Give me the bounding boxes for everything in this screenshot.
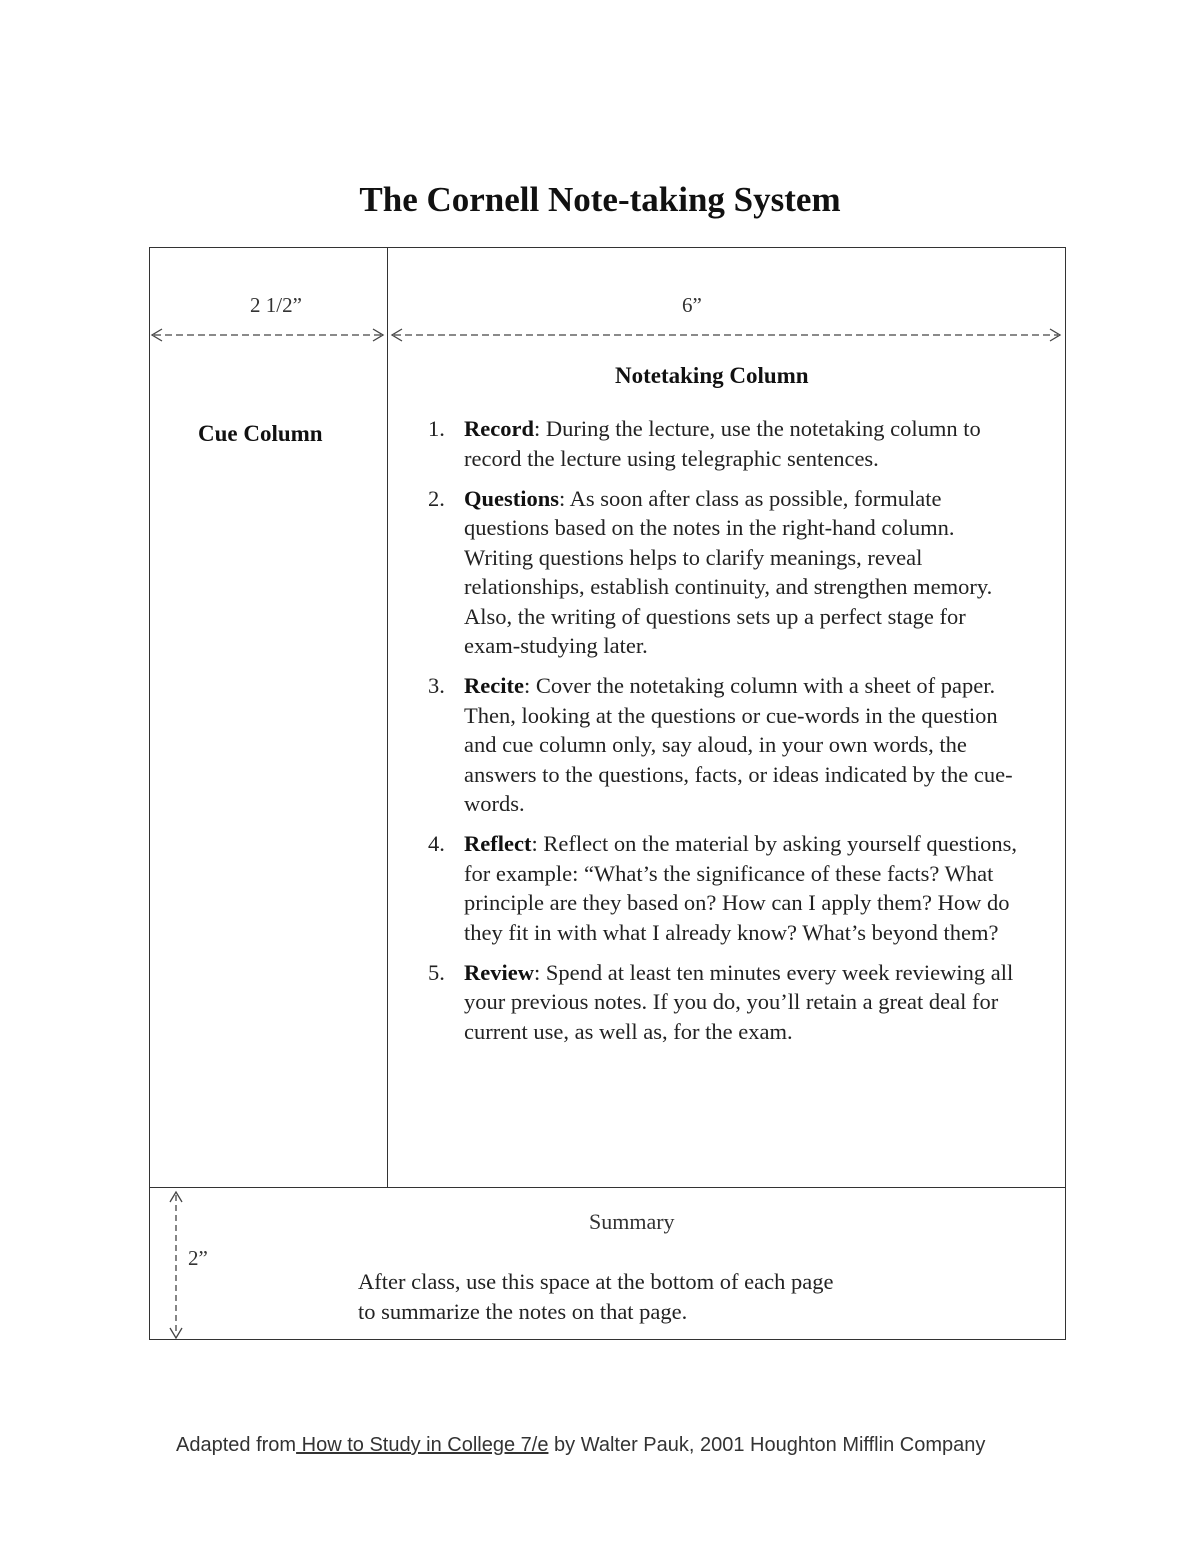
step-term: Questions xyxy=(464,485,560,511)
summary-text xyxy=(358,1267,958,1327)
step-term: Reflect xyxy=(464,831,532,856)
step-number: 3. xyxy=(428,673,445,698)
step-record xyxy=(425,414,1025,473)
credit-book-title: How to Study in College 7/e xyxy=(296,1434,549,1456)
step-text: : As soon after class as possible, formulate questions based on the notes in the right-hand column. Writing questions helps to clarify meanings, reveal relationships, establish continuity, and strengthen memory. Also, the writing of questions sets up a perfect stage for exam-studying later. xyxy=(464,485,993,658)
summary-heading: Summary xyxy=(589,1209,675,1234)
summary-line: to summarize the notes on that page. xyxy=(358,1299,688,1324)
cue-column-heading: Cue Column xyxy=(198,421,323,446)
step-text: : Cover the notetaking column with a sheet of paper. Then, looking at the questions or cue-words in the question and cue column only, say aloud, in your own words, the answers to the questions, facts, or ideas indicated by the cue-words. xyxy=(464,673,1013,816)
step-term: Review xyxy=(464,959,534,985)
step-recite xyxy=(425,671,1025,819)
step-questions xyxy=(425,484,1025,661)
step-term: Recite xyxy=(464,673,524,698)
notes-width-label: 6” xyxy=(682,293,702,317)
cue-width-label: 2 1/2” xyxy=(250,293,302,317)
credit-suffix: by Walter Pauk, 2001 Houghton Mifflin Company xyxy=(548,1434,986,1456)
step-review xyxy=(425,958,1025,1047)
step-reflect xyxy=(425,829,1025,947)
step-text: : During the lecture, use the notetaking column to record the lecture using telegraphic sentences. xyxy=(464,416,981,471)
page-title: The Cornell Note-taking System xyxy=(359,180,841,219)
credit-prefix: Adapted from xyxy=(176,1434,297,1456)
step-term: Record xyxy=(464,416,534,441)
source-credit xyxy=(176,1433,996,1458)
step-text: : Spend at least ten minutes every week reviewing all your previous notes. If you do, you’ll retain a great deal for current use, as well as, for the exam. xyxy=(464,959,1014,1044)
step-number: 1. xyxy=(428,416,445,441)
summary-height-label: 2” xyxy=(188,1246,208,1270)
notetaking-column-heading: Notetaking Column xyxy=(615,363,809,388)
step-number: 5. xyxy=(428,959,445,985)
summary-line: After class, use this space at the bottom of each page xyxy=(358,1269,834,1294)
step-number: 2. xyxy=(428,485,445,511)
step-number: 4. xyxy=(428,831,445,856)
notetaking-steps-list xyxy=(425,414,1025,1057)
step-text: : Reflect on the material by asking yourself questions, for example: “What’s the significance of these facts? What principle are they based on? How can I apply them? How do they fit in with what I already know? What’s beyond them? xyxy=(464,831,1017,945)
